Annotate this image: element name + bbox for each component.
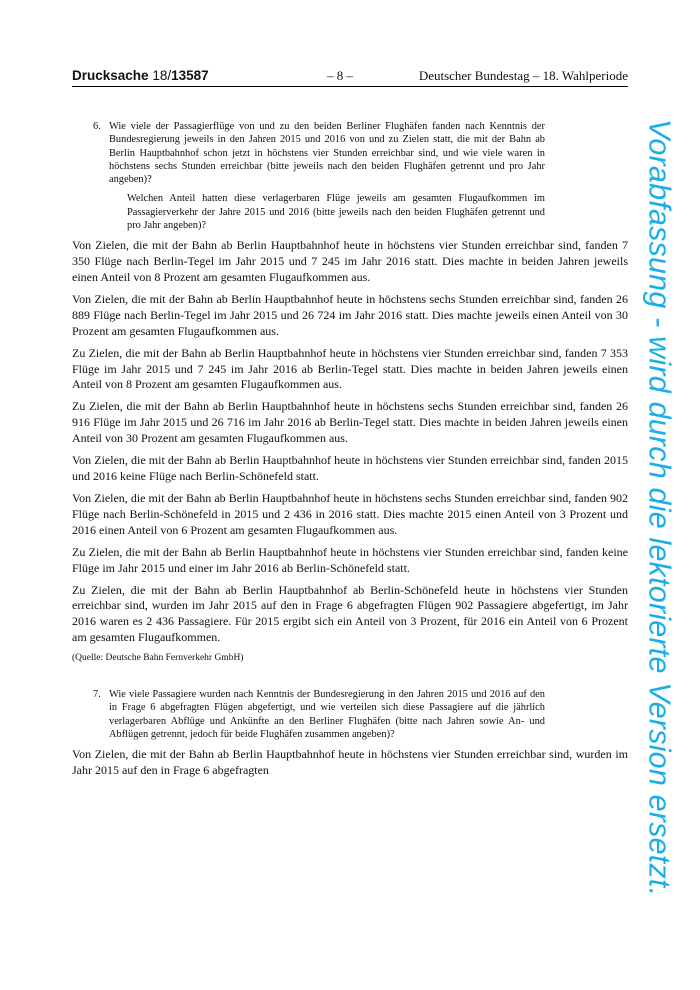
answer-paragraph: Von Zielen, die mit der Bahn ab Berlin Hauptbahnhof heute in höchstens vier Stunden erreichbar sind, fanden 7 350 Flüge nach Berlin-Tegel im Jahr 2015 und 7 245 im Jahr 2016 statt. Dies machte in beiden Jahren jeweils einen Anteil von 8 Prozent am gesamten Flugaufkommen aus. <box>72 238 628 284</box>
document-number-value: 13587 <box>171 68 209 83</box>
answer-paragraph: Von Zielen, die mit der Bahn ab Berlin Hauptbahnhof heute in höchstens sechs Stunden erreichbar sind, fanden 26 889 Flüge nach Berlin-Tegel im Jahr 2015 und 26 724 im Jahr 2016 statt. Dies machte jeweils einen Anteil von 30 Prozent am gesamten Flugaufkommen aus. <box>72 292 628 338</box>
watermark-text: Vorabfassung - wird durch die lektorierte Version ersetzt. <box>642 119 677 897</box>
question-subtext: Welchen Anteil hatten diese verlagerbaren Flüge jeweils am gesamten Flugaufkommen im Passagierverkehr der Jahre 2015 und 2016 (bitte jeweils nach den beiden Flughäfen getrennt und pro Jahr angeben)? <box>127 193 545 232</box>
document-label: Drucksache <box>72 68 149 83</box>
question-text: Wie viele der Passagierflüge von und zu den beiden Berliner Flughäfen fanden nach Kenntnis der Bundesregierung jeweils in den Jahren 2015 und 2016 von und zu Zielen statt, die mit der Bahn ab Berlin Hauptbahnhof schon jetzt in höchstens vier Stunden erreichbar sind, und wie viele waren in höchstens sechs Stunden erreichbar (bitte jeweils nach den beiden Flughäfen getrennt und pro Jahr angeben)? <box>109 121 545 186</box>
answer-paragraph: Von Zielen, die mit der Bahn ab Berlin Hauptbahnhof heute in höchstens vier Stunden erreichbar sind, fanden 2015 und 2016 keine Flüge nach Berlin-Schönefeld statt. <box>72 453 628 483</box>
question-number: 7. <box>93 689 101 701</box>
page-content <box>72 120 628 785</box>
page-number: – 8 – <box>327 68 353 83</box>
answer-paragraph: Zu Zielen, die mit der Bahn ab Berlin Hauptbahnhof heute in höchstens vier Stunden erreichbar sind, fanden 7 353 Flüge im Jahr 2015 und 7 245 im Jahr 2016 ab Berlin-Tegel statt. Dies machte in beiden Jahren jeweils einen Anteil von 8 Prozent am gesamten Flugaufkommen aus. <box>72 345 628 392</box>
question-number: 6. <box>93 121 101 132</box>
answer-paragraph: Zu Zielen, die mit der Bahn ab Berlin Hauptbahnhof heute in höchstens sechs Stunden erreichbar sind, fanden 26 916 Flüge im Jahr 2015 und 26 716 im Jahr 2016 ab Berlin-Tegel statt. Dies machte in beiden Jahren jeweils einen Anteil von 30 Prozent am gesamten Flugaufkommen aus. <box>72 399 628 446</box>
document-number-prefix: 18/ <box>152 68 172 83</box>
question-6 <box>93 120 545 232</box>
answer-paragraph: Zu Zielen, die mit der Bahn ab Berlin Hauptbahnhof heute in höchstens vier Stunden erreichbar sind, fanden keine Flüge im Jahr 2015 und einer im Jahr 2016 ab Berlin-Schönefeld statt. <box>72 544 628 575</box>
question-7 <box>93 688 545 741</box>
answer-paragraph: Von Zielen, die mit der Bahn ab Berlin Hauptbahnhof heute in höchstens sechs Stunden erreichbar sind, fanden 902 Flüge nach Berlin-Schönefeld in 2015 und 2 436 in 2016 statt. Dies machte 2015 einen Anteil von 3 Prozent und 2016 einen Anteil von 6 Prozent am gesamten Flugaufkommen aus. <box>72 491 628 537</box>
answer-paragraph: Zu Zielen, die mit der Bahn ab Berlin Hauptbahnhof ab Berlin-Schönefeld heute in höchstens vier Stunden erreichbar sind, wurden im Jahr 2015 auf den in Frage 6 abgefragten Flügen 902 Passagiere abgefertigt, im Jahr 2016 waren es 2 436 Passagiere. Für 2015 ergibt sich ein Anteil von 3 Prozent, für 2016 ein Anteil von 6 Prozent am gesamten Flugaufkommen. <box>72 582 628 644</box>
question-text: Wie viele Passagiere wurden nach Kenntnis der Bundesregierung in den Jahren 2015 und 2016 auf den in Frage 6 abgefragten Flügen abgefertigt, und wie verteilen sich diese Passagiere auf die jährlich verlagerbaren Abflüge und Ankünfte an den Berliner Flughäfen (bitte nach Jahren sowie An- und Abflügen getrennt, jedoch für beide Flughäfen zusammen angeben)? <box>109 689 545 740</box>
document-number <box>72 68 209 83</box>
answer-paragraph: Von Zielen, die mit der Bahn ab Berlin Hauptbahnhof heute in höchstens vier Stunden erreichbar sind, wurden im Jahr 2015 auf den in Frage 6 abgefragten <box>72 747 628 778</box>
page-header <box>72 68 628 87</box>
draft-watermark <box>636 112 682 904</box>
parliament-period: Deutscher Bundestag – 18. Wahlperiode <box>418 68 628 83</box>
source-note: (Quelle: Deutsche Bahn Fernverkehr GmbH) <box>72 653 244 664</box>
